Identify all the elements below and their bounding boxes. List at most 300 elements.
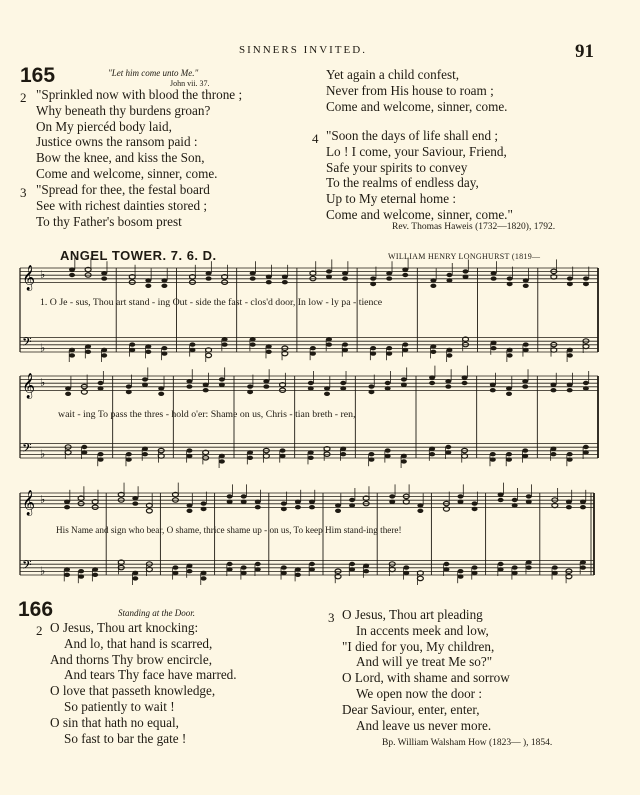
flat-icon: ♭: [40, 377, 46, 390]
note-head: [335, 503, 341, 507]
note-head: [370, 346, 376, 350]
note-head: [280, 448, 286, 452]
verse-line: Come and welcome, sinner, come.: [36, 165, 218, 181]
note-head: [401, 383, 407, 387]
note-head: [81, 445, 87, 449]
note-head: [78, 569, 84, 573]
note-head: [550, 383, 556, 387]
hymn-166-attribution: Bp. William Walsham How (1823— ), 1854.: [382, 738, 553, 748]
note-head: [458, 574, 464, 578]
note-head: [512, 498, 518, 502]
verse-line: Dear Saviour, enter, enter,: [342, 701, 480, 717]
note-head: [526, 560, 532, 564]
note-head: [445, 384, 451, 388]
note-head: [462, 375, 468, 379]
note-head: [186, 448, 192, 452]
note-head: [526, 500, 532, 504]
note-head: [227, 500, 233, 504]
note-head: [403, 571, 409, 575]
note-head: [567, 282, 573, 286]
note-head: [385, 454, 391, 458]
note-head: [255, 567, 261, 571]
note-head: [145, 278, 151, 282]
note-head: [308, 450, 314, 454]
note-head: [282, 280, 288, 284]
verse-line: Why beneath thy burdens groan?: [36, 102, 211, 118]
note-head: [132, 571, 138, 575]
hymn-165-attribution: Rev. Thomas Haweis (1732—1820), 1792.: [392, 222, 556, 232]
tune-name: ANGEL TOWER. 7. 6. D.: [60, 248, 217, 263]
note-head: [507, 282, 513, 286]
note-head: [69, 267, 75, 271]
note-head: [402, 267, 408, 271]
verse-line: And thorns Thy brow encircle,: [50, 651, 212, 667]
note-head: [385, 381, 391, 385]
note-head: [342, 276, 348, 280]
note-head: [566, 500, 572, 504]
note-head: [512, 503, 518, 507]
hymn-165-verse-3-continued: [326, 67, 507, 114]
note-head: [445, 450, 451, 454]
hymn-166-motto: Standing at the Door.: [118, 608, 196, 618]
note-head: [101, 353, 107, 357]
hymn-166-verse-3: [328, 607, 510, 733]
note-head: [98, 452, 104, 456]
note-head: [506, 392, 512, 396]
note-head: [126, 384, 132, 388]
note-head: [247, 384, 253, 388]
note-head: [401, 454, 407, 458]
note-head: [429, 452, 435, 456]
note-head: [583, 276, 589, 280]
note-head: [145, 350, 151, 354]
note-head: [583, 386, 589, 390]
note-head: [161, 351, 167, 355]
note-head: [326, 337, 332, 341]
note-head: [132, 576, 138, 580]
note-head: [401, 377, 407, 381]
note-head: [523, 284, 529, 288]
note-head: [326, 269, 332, 273]
note-head: [241, 494, 247, 498]
note-head: [201, 576, 207, 580]
note-head: [430, 350, 436, 354]
treble-clef-icon: 𝄞: [22, 373, 36, 399]
note-head: [370, 276, 376, 280]
verse-number: 3: [20, 185, 27, 200]
tune-composer: WILLIAM HENRY LONGHURST (1819—: [388, 252, 541, 261]
bass-clef-icon: 𝄢: [22, 334, 32, 353]
note-head: [98, 457, 104, 461]
note-head: [507, 348, 513, 352]
hymn-165-verse-2: [20, 87, 243, 181]
note-head: [342, 348, 348, 352]
lyrics-line-2: wait - ing To pass the thres - hold o'er: Shame on us, Chris - tian breth - ren,: [58, 409, 356, 420]
note-head: [583, 445, 589, 449]
note-head: [132, 501, 138, 505]
note-head: [295, 500, 301, 504]
note-head: [443, 562, 449, 566]
flat-icon: ♭: [40, 342, 46, 355]
note-head: [498, 562, 504, 566]
note-head: [368, 390, 374, 394]
note-head: [126, 457, 132, 461]
note-head: [430, 284, 436, 288]
verse-number: 3: [328, 610, 335, 625]
note-head: [583, 450, 589, 454]
note-head: [295, 573, 301, 577]
note-head: [189, 348, 195, 352]
note-head: [386, 271, 392, 275]
note-head: [172, 571, 178, 575]
note-head: [186, 379, 192, 383]
bass-clef-icon: 𝄢: [22, 557, 32, 576]
note-head: [370, 282, 376, 286]
note-head: [266, 280, 272, 284]
note-head: [491, 346, 497, 350]
note-head: [340, 386, 346, 390]
note-head: [552, 565, 558, 569]
note-head: [583, 282, 589, 286]
flat-icon: ♭: [40, 565, 46, 578]
verse-line: And lo, that hand is scarred,: [64, 635, 213, 651]
verse-line: "I died for you, My children,: [342, 638, 495, 654]
note-head: [507, 276, 513, 280]
note-head: [69, 273, 75, 277]
note-head: [146, 509, 152, 513]
note-head: [266, 350, 272, 354]
note-head: [340, 447, 346, 451]
note-head: [349, 498, 355, 502]
verse-line: Come and welcome, sinner, come.: [326, 98, 508, 114]
note-head: [403, 565, 409, 569]
note-head: [145, 284, 151, 288]
note-head: [462, 381, 468, 385]
running-title: SINNERS INVITED.: [239, 44, 367, 56]
note-head: [69, 353, 75, 357]
note-head: [308, 456, 314, 460]
verse-line: Yet again a child confest,: [326, 67, 460, 82]
note-head: [222, 342, 228, 346]
note-head: [363, 564, 369, 568]
verse-line: And tears Thy face have marred.: [64, 667, 237, 683]
note-head: [523, 342, 529, 346]
hymn-166-number: 166: [18, 598, 54, 621]
note-head: [445, 445, 451, 449]
note-head: [132, 496, 138, 500]
hymn-165-verse-3: [20, 182, 210, 229]
note-head: [386, 351, 392, 355]
note-head: [64, 567, 70, 571]
note-head: [443, 567, 449, 571]
verse-line: Bow the knee, and kiss the Son,: [36, 150, 205, 166]
note-head: [219, 454, 225, 458]
note-head: [64, 500, 70, 504]
note-head: [567, 388, 573, 392]
note-head: [566, 505, 572, 509]
verse-line: Up to My eternal home :: [326, 191, 457, 207]
note-head: [310, 346, 316, 350]
note-head: [430, 344, 436, 348]
note-head: [349, 562, 355, 566]
note-head: [187, 509, 193, 513]
note-head: [522, 454, 528, 458]
note-head: [490, 457, 496, 461]
verse-line: O love that passeth knowledge,: [50, 683, 216, 699]
verse-line: Never from His house to roam ;: [326, 82, 494, 98]
note-head: [201, 501, 207, 505]
note-head: [247, 450, 253, 454]
verse-line: And will ye treat Me so?": [356, 654, 493, 670]
note-head: [498, 498, 504, 502]
note-head: [368, 452, 374, 456]
note-head: [280, 454, 286, 458]
verse-number: 2: [20, 90, 27, 105]
verse-line: So patiently to wait !: [64, 698, 175, 714]
note-head: [250, 342, 256, 346]
note-head: [158, 386, 164, 390]
note-head: [583, 381, 589, 385]
verse-line: "Soon the days of life shall end ;: [326, 128, 499, 143]
flat-icon: ♭: [40, 269, 46, 282]
note-head: [98, 386, 104, 390]
note-head: [203, 383, 209, 387]
note-head: [78, 574, 84, 578]
verse-line: To the realms of endless day,: [326, 175, 479, 191]
note-head: [326, 342, 332, 346]
hymn-165-verse-4: [312, 128, 513, 222]
note-head: [126, 390, 132, 394]
note-head: [206, 271, 212, 275]
note-head: [506, 452, 512, 456]
verse-number: 2: [36, 623, 43, 638]
note-head: [512, 571, 518, 575]
note-head: [491, 341, 497, 345]
note-head: [506, 457, 512, 461]
lyrics-line-3: His Name and sign who bear, O shame, thrice shame up - on us, To keep Him stand-ing there!: [56, 525, 402, 535]
note-head: [142, 447, 148, 451]
note-head: [69, 348, 75, 352]
note-head: [340, 452, 346, 456]
note-head: [129, 348, 135, 352]
note-head: [402, 348, 408, 352]
verse-line: On My piercéd body laid,: [36, 118, 172, 134]
note-head: [552, 571, 558, 575]
note-head: [349, 567, 355, 571]
note-head: [186, 384, 192, 388]
note-head: [526, 494, 532, 498]
note-head: [201, 571, 207, 575]
note-head: [85, 350, 91, 354]
note-head: [368, 457, 374, 461]
note-head: [389, 494, 395, 498]
note-head: [389, 500, 395, 504]
note-head: [161, 278, 167, 282]
note-head: [349, 503, 355, 507]
verse-line: "Spread for thee, the festal board: [36, 182, 210, 197]
verse-line: And leave us never more.: [356, 717, 492, 733]
note-head: [126, 452, 132, 456]
note-head: [250, 276, 256, 280]
hymn-166-verse-2: [36, 620, 237, 746]
note-head: [507, 353, 513, 357]
verse-line: In accents meek and low,: [356, 622, 489, 638]
note-head: [309, 505, 315, 509]
treble-clef-icon: 𝄞: [22, 490, 36, 516]
note-head: [65, 392, 71, 396]
note-head: [263, 379, 269, 383]
note-head: [490, 383, 496, 387]
note-head: [463, 275, 469, 279]
note-head: [567, 452, 573, 456]
note-head: [219, 377, 225, 381]
note-head: [523, 278, 529, 282]
note-head: [201, 507, 207, 511]
note-head: [401, 459, 407, 463]
verse-line: O Jesus, Thou art knocking:: [50, 620, 199, 635]
note-head: [386, 346, 392, 350]
note-head: [266, 275, 272, 279]
note-head: [64, 573, 70, 577]
note-head: [92, 567, 98, 571]
note-head: [523, 348, 529, 352]
note-head: [522, 384, 528, 388]
note-head: [64, 505, 70, 509]
note-head: [219, 459, 225, 463]
note-head: [340, 381, 346, 385]
note-head: [206, 353, 212, 357]
note-head: [417, 576, 423, 580]
note-head: [308, 381, 314, 385]
note-head: [161, 284, 167, 288]
note-head: [227, 562, 233, 566]
note-head: [206, 276, 212, 280]
note-head: [145, 344, 151, 348]
note-head: [247, 390, 253, 394]
note-head: [446, 278, 452, 282]
note-head: [65, 386, 71, 390]
note-head: [129, 342, 135, 346]
lyrics-line-1: 1. O Je - sus, Thou art stand - ing Out - side the fast - clos'd door, In low - ly pa - tience: [40, 297, 383, 308]
note-head: [326, 275, 332, 279]
note-head: [282, 275, 288, 279]
note-head: [490, 388, 496, 392]
note-head: [247, 456, 253, 460]
note-head: [417, 509, 423, 513]
note-head: [446, 348, 452, 352]
verse-line: To thy Father's bosom prest: [36, 213, 182, 229]
bass-clef-icon: 𝄢: [22, 440, 32, 459]
hymn-165-motto: "Let him come unto Me.": [108, 68, 199, 78]
note-head: [295, 505, 301, 509]
treble-clef-icon: 𝄞: [22, 265, 36, 291]
note-head: [370, 351, 376, 355]
note-head: [101, 276, 107, 280]
note-head: [498, 567, 504, 571]
note-head: [522, 379, 528, 383]
note-head: [385, 448, 391, 452]
note-head: [580, 560, 586, 564]
note-head: [241, 500, 247, 504]
note-head: [463, 269, 469, 273]
note-head: [324, 392, 330, 396]
note-head: [309, 562, 315, 566]
note-head: [446, 353, 452, 357]
note-head: [417, 503, 423, 507]
note-head: [241, 571, 247, 575]
note-head: [402, 273, 408, 277]
note-head: [580, 500, 586, 504]
note-head: [101, 348, 107, 352]
note-head: [309, 500, 315, 504]
verse-line: So fast to bar the gate !: [64, 730, 187, 746]
note-head: [567, 383, 573, 387]
note-head: [522, 448, 528, 452]
note-head: [250, 337, 256, 341]
note-head: [385, 386, 391, 390]
note-head: [550, 452, 556, 456]
note-head: [491, 276, 497, 280]
note-head: [250, 271, 256, 275]
note-head: [526, 565, 532, 569]
note-head: [255, 500, 261, 504]
note-head: [491, 271, 497, 275]
note-head: [363, 569, 369, 573]
verse-line: Lo ! I come, your Saviour, Friend,: [326, 143, 507, 159]
note-head: [92, 573, 98, 577]
note-head: [263, 384, 269, 388]
note-head: [142, 452, 148, 456]
note-head: [567, 348, 573, 352]
note-head: [458, 494, 464, 498]
note-head: [580, 505, 586, 509]
flat-icon: ♭: [40, 494, 46, 507]
verse-line: "Sprinkled now with blood the throne ;: [36, 87, 243, 102]
note-head: [227, 567, 233, 571]
note-head: [161, 346, 167, 350]
note-head: [241, 565, 247, 569]
note-head: [342, 342, 348, 346]
note-head: [430, 278, 436, 282]
note-head: [281, 507, 287, 511]
verse-line: We open now the door :: [356, 685, 483, 701]
note-head: [310, 351, 316, 355]
note-head: [101, 271, 107, 275]
note-head: [342, 271, 348, 275]
note-head: [429, 381, 435, 385]
note-head: [309, 567, 315, 571]
note-head: [187, 503, 193, 507]
music-system-1: [18, 262, 600, 358]
note-head: [295, 567, 301, 571]
note-head: [472, 507, 478, 511]
note-head: [187, 569, 193, 573]
note-head: [158, 392, 164, 396]
note-head: [142, 377, 148, 381]
note-head: [203, 388, 209, 392]
note-head: [98, 381, 104, 385]
note-head: [255, 505, 261, 509]
verse-line: See with richest dainties stored ;: [36, 197, 208, 213]
note-head: [567, 276, 573, 280]
hymn-165-motto-reference: John vii. 37.: [170, 79, 210, 88]
note-head: [219, 383, 225, 387]
note-head: [281, 565, 287, 569]
note-head: [187, 564, 193, 568]
verse-line: O sin that hath no equal,: [50, 714, 179, 730]
note-head: [281, 571, 287, 575]
verse-line: Safe your spirits to convey: [326, 159, 468, 175]
